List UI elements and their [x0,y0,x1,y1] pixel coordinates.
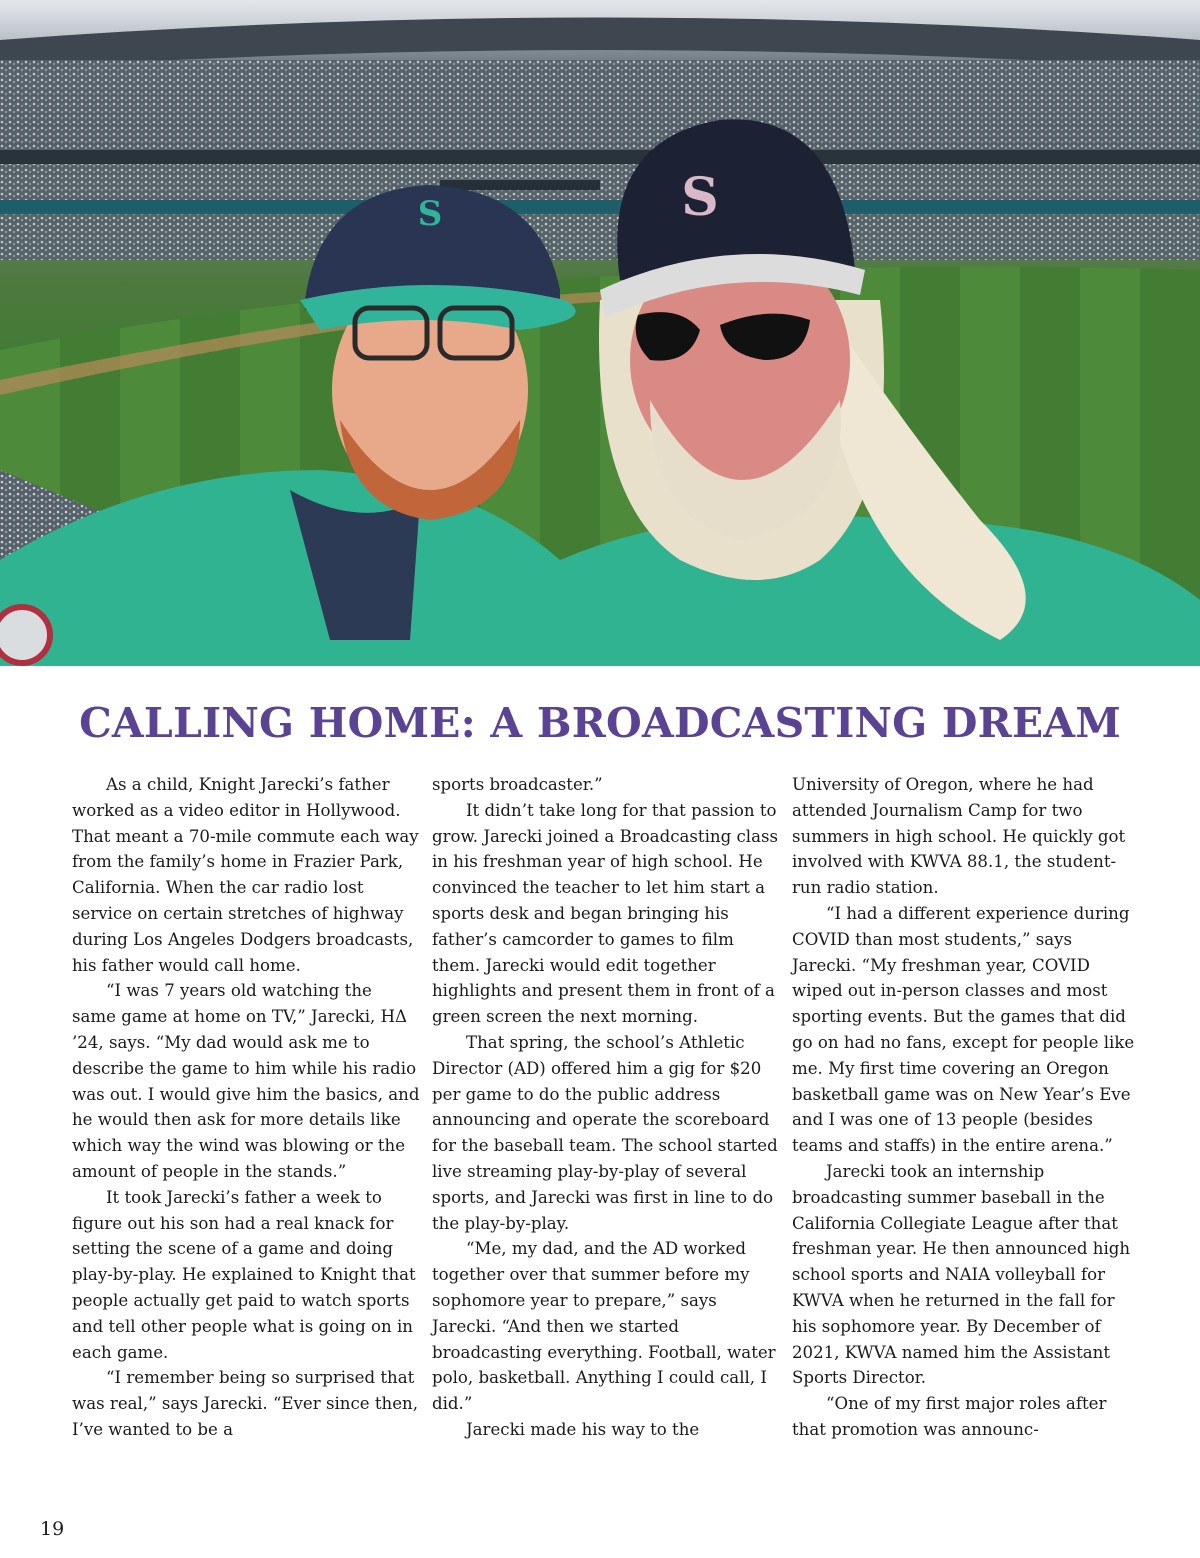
svg-text:S: S [681,167,719,228]
ballpark-selfie-image [0,0,1200,666]
paragraph-continued: sports broadcaster.” [432,775,603,794]
paragraph: “I remember being so surprised that was real,” says Jarecki. “Ever since then, I’ve wanted to be a [72,1368,418,1439]
page-number: 19 [40,1518,65,1540]
paragraph: “I had a different experience during COVID than most students,” says Jarecki. “My freshman year, COVID wiped out in-person classes and most sporting events. But the games that did go on had no fans, except for people like me. My first time covering an Oregon basketball game was on New Year’s Eve and I was one of 13 people (besides teams and staffs) in the entire arena.” [792,903,1135,1156]
article-column-3 [792,772,1140,1443]
paragraph: That spring, the school’s Athletic Director (AD) offered him a gig for $20 per game to do the public address announcing and operate the scoreboard for the baseball team. The school started live streaming play-by-play of several sports, and Jarecki was first in line to do the play-by-play. [432,1032,778,1233]
paragraph: “I was 7 years old watching the same game at home on TV,” Jarecki, HΔ ’24, says. “My dad would ask me to describe the game to him while his radio was out. I would give him the basics, and he would then ask for more details like which way the wind was blowing or the amount of people in the stands.” [72,981,420,1181]
article-column-1 [72,772,420,1443]
article-title: CALLING HOME: A BROADCASTING DREAM [79,699,1121,747]
paragraph: As a child, Knight Jarecki’s father worked as a video editor in Hollywood. That meant a 70-mile commute each way from the family’s home in Frazier Park, California. When the car radio lost service on certain stretches of highway during Los Angeles Dodgers broadcasts, his father would call home. [72,775,419,975]
paragraph: It took Jarecki’s father a week to figure out his son had a real knack for setting the scene of a game and doing play-by-play. He explained to Knight that people actually get paid to watch sports and tell other people what is going on in each game. [72,1187,416,1362]
paragraph: Jarecki took an internship broadcasting summer baseball in the California Collegiate League after that freshman year. He then announced high school sports and NAIA volleyball for KWVA when he returned in the fall for his sophomore year. By December of 2021, KWVA named him the Assistant Sports Director. [792,1161,1131,1388]
paragraph: “Me, my dad, and the AD worked together over that summer before my sophomore year to prepare,” says Jarecki. “And then we started broadcasting everything. Football, water polo, basketball. Anything I could call, I did.” [432,1239,776,1414]
paragraph-continued: University of Oregon, where he had attended Journalism Camp for two summers in high school. He quickly got involved with KWVA 88.1, the student-run radio station. [792,775,1126,898]
paragraph: Jarecki made his way to the [466,1419,700,1439]
svg-text:S: S [417,194,443,234]
paragraph: “One of my first major roles after that promotion was announc- [792,1394,1107,1439]
hero-photo [0,0,1200,666]
article-column-2 [432,772,780,1443]
paragraph: It didn’t take long for that passion to grow. Jarecki joined a Broadcasting class in his freshman year of high school. He convinced the teacher to let him start a sports desk and began bringing his father’s camcorder to games to film them. Jarecki would edit together highlights and present them in front of a green screen the next morning. [432,800,778,1027]
